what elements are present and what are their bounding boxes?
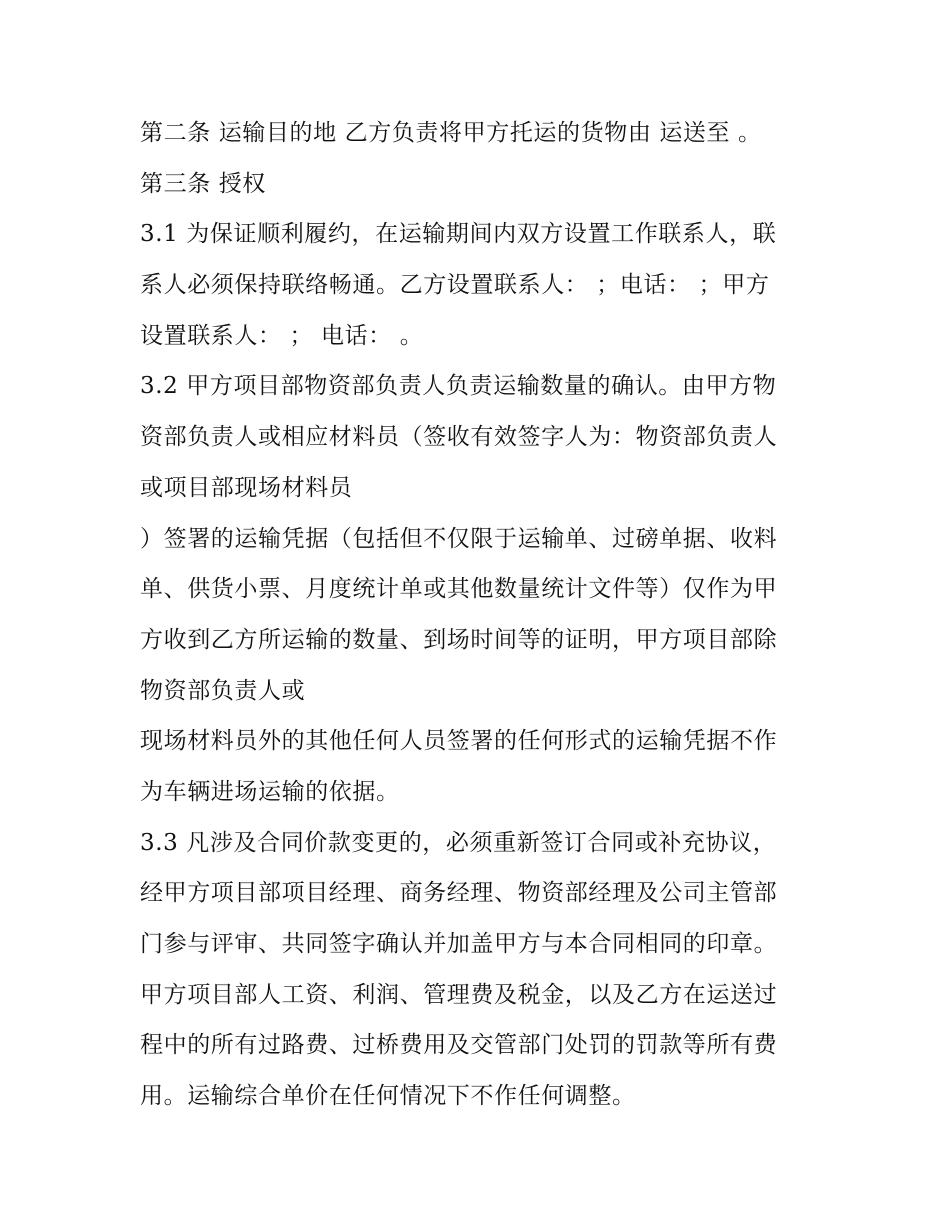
text-line: 资部负责人或相应材料员（签收有效签字人为：物资部负责人 [140,424,778,451]
document-body [140,108,820,1122]
text-line: 3.1 为保证顺利履约，在运输期间内双方设置工作联系人，联 [140,221,777,248]
text-line: 方收到乙方所运输的数量、到场时间等的证明，甲方项目部除 [140,626,778,653]
text-line: 第三条 授权 [140,170,266,197]
text-line: ）签署的运输凭据（包括但不仅限于运输单、过磅单据、收料 [140,525,778,552]
text-line: 为车辆进场运输的依据。 [140,778,400,805]
text-line: 门参与评审、共同签字确认并加盖甲方与本合同相同的印章。 [140,931,778,957]
text-line: 物资部负责人或 [140,677,306,704]
text-line: 经甲方项目部项目经理、商务经理、物资部经理及公司主管部 [140,880,778,907]
text-line: 3.3 凡涉及合同价款变更的，必须重新签订合同或补充协议， [140,829,777,856]
text-line: 甲方项目部人工资、利润、管理费及税金，以及乙方在运送过 [140,981,778,1008]
text-line: 程中的所有过路费、过桥费用及交管部门处罚的罚款等所有费 [140,1032,778,1059]
text-line: 单、供货小票、月度统计单或其他数量统计文件等）仅作为甲 [140,576,778,603]
text-line: 3.2 甲方项目部物资部负责人负责运输数量的确认。由甲方物 [140,373,777,400]
text-line: 或项目部现场材料员 [140,474,353,501]
text-line: 第二条 运输目的地 乙方负责将甲方托运的货物由 运送至 。 [140,120,762,146]
text-line: 现场材料员外的其他任何人员签署的任何形式的运输凭据不作 [140,728,778,755]
text-line: 用。运输综合单价在任何情况下不作任何调整。 [140,1083,636,1110]
text-line: 系人必须保持联络畅通。乙方设置联系人： ；电话： ；甲方 [140,272,770,299]
text-line: 设置联系人： ； 电话： 。 [140,322,424,349]
